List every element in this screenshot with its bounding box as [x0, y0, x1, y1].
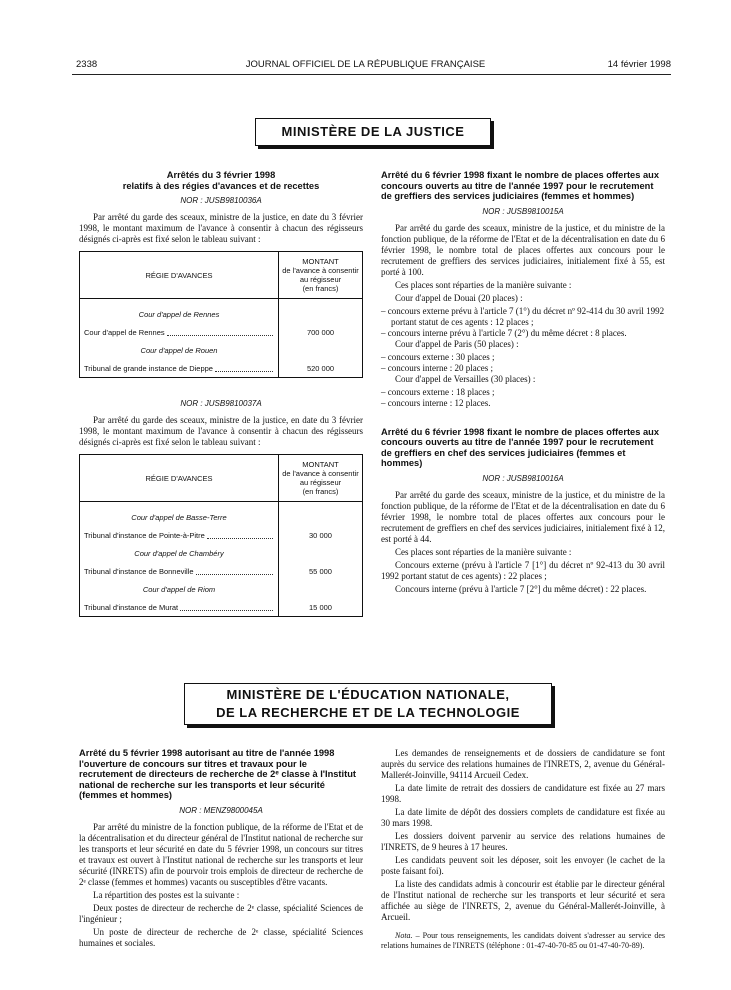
- article-body: La liste des candidats admis à concourir est établie par le directeur général de l'Institut national de recherche sur les transports et leur sécurité et sera affichée au siège de l'INRETS, 2, avenue du Général-Mallerét-Joinville, à Arcueil.: [381, 879, 665, 922]
- article-body: Un poste de directeur de recherche de 2ᵉ classe, spécialité Sciences humaines et sociales.: [79, 926, 363, 948]
- ministry-justice-heading: MINISTÈRE DE LA JUSTICE: [255, 118, 491, 146]
- justice-right-column: [381, 170, 665, 597]
- nor-reference: NOR : JUSB9810036A: [180, 196, 262, 205]
- article-body: Concours externe (prévu à l'article 7 [1°] du décret nº 92-413 du 30 avril 1992 portant statut de ces agents) : 22 places ;: [381, 559, 665, 581]
- article-body: Les dossiers doivent parvenir au service des relations humaines de l'INRETS, de 9 heures à 17 heures.: [381, 831, 665, 852]
- page-number: 2338: [76, 59, 98, 70]
- regie-name: Tribunal d'instance de Pointe-à-Pitre: [84, 530, 205, 540]
- list-item: – concours interne : 20 places ;: [381, 362, 493, 373]
- court-line: Cour d'appel de Douai (20 places) :: [395, 292, 523, 303]
- regie-amount: 30 000: [279, 526, 363, 544]
- article-body: Ces places sont réparties de la manière suivante :: [395, 279, 572, 290]
- article-title: Arrêté du 5 février 1998 autorisant au titre de l'année 1998 l'ouverture de concours sur titres et travaux pour le recrutement de directeurs de recherche de 2ᵉ classe à l'Institut national de recherche sur les transports et leur sécurité (femmes et hommes): [79, 748, 356, 800]
- court-heading: Cour d'appel de Basse-Terre: [80, 508, 279, 526]
- article-title: Arrêté du 6 février 1998 fixant le nombre de places offertes aux concours ouverts au titre de l'année 1997 pour le recrutement de greffiers des services judiciaires (femmes et hommes): [381, 170, 659, 201]
- article-body: Deux postes de directeur de recherche de 2ᵉ classe, spécialité Sciences de l'ingénieur ;: [79, 902, 363, 924]
- court-heading: Cour d'appel de Rouen: [80, 341, 279, 359]
- regie-amount: 520 000: [279, 359, 363, 378]
- ministry-line-1: MINISTÈRE DE L'ÉDUCATION NATIONALE,: [226, 687, 510, 702]
- list-item: – concours externe : 18 places ;: [381, 386, 495, 397]
- justice-left-column: [79, 170, 363, 617]
- nota-label: Nota.: [395, 931, 413, 940]
- court-heading: Cour d'appel de Riom: [80, 580, 279, 598]
- article-body: Par arrêté du garde des sceaux, ministre de la justice, et du ministre de la fonction publique, de la réforme de l'Etat et de la décentralisation en date du 6 février 1998, le nombre total de places offertes aux concours pour le recrutement de greffiers en chef des services judiciaires, initialement fixé à 12, est porté à 44.: [381, 489, 665, 544]
- article-body: La répartition des postes est la suivante :: [93, 889, 240, 900]
- regie-name: Tribunal d'instance de Bonneville: [84, 566, 194, 576]
- article-title: Arrêtés du 3 février 1998 relatifs à des régies d'avances et de recettes: [122, 170, 320, 191]
- education-left-column: [79, 748, 363, 951]
- court-line: Cour d'appel de Versailles (30 places) :: [395, 373, 536, 384]
- regie-name: Tribunal de grande instance de Dieppe: [84, 363, 213, 373]
- court-heading: Cour d'appel de Rennes: [80, 305, 279, 323]
- nor-reference: NOR : JUSB9810016A: [482, 473, 564, 483]
- ministry-line-2: DE LA RECHERCHE ET DE LA TECHNOLOGIE: [216, 705, 520, 720]
- article-body: La date limite de dépôt des dossiers complets de candidature est fixée au 30 mars 1998.: [381, 807, 665, 828]
- col-montant: MONTANT de l'avance à consentir au régisseur (en francs): [279, 252, 363, 299]
- article-body: Ces places sont réparties de la manière suivante :: [395, 546, 572, 557]
- regie-amount: 55 000: [279, 562, 363, 580]
- article-body: Par arrêté du garde des sceaux, ministre de la justice, et du ministre de la fonction publique, de la réforme de l'Etat et de la décentralisation en date du 6 février 1998, le nombre total de places offertes aux concours pour le recrutement de greffiers des services judiciaires, initialement fixé à 55, est porté à 100.: [381, 222, 665, 277]
- list-item: – concours interne : 12 places.: [381, 397, 491, 408]
- nor-reference: NOR : JUSB9810037A: [180, 399, 262, 408]
- article-body: Par arrêté du garde des sceaux, ministre de la justice, en date du 3 février 1998, le montant maximum de l'avance à consentir à chacun des régisseurs désignés ci-après est fixé selon le tableau suivant :: [79, 415, 363, 447]
- regie-amount: 15 000: [279, 598, 363, 617]
- advances-table-1: [79, 251, 363, 378]
- advances-table-2: [79, 454, 363, 617]
- header-rule: [72, 74, 671, 75]
- article-body: Les candidats peuvent soit les déposer, soit les envoyer (le cachet de la poste faisant foi).: [381, 855, 665, 876]
- nota-text: – Pour tous renseignements, les candidats doivent s'adresser au service des relations humaines de l'INRETS (téléphone : 01-47-40-70-85 ou 01-47-40-70-89).: [381, 931, 665, 950]
- nor-reference: NOR : JUSB9810015A: [482, 206, 564, 216]
- article-body: Concours interne (prévu à l'article 7 [2°] du même décret) : 22 places.: [395, 583, 647, 594]
- article-title: Arrêté du 6 février 1998 fixant le nombre de places offertes aux concours ouverts au titre de l'année 1997 pour le recrutement de greffiers en chef des services judiciaires (femmes et hommes): [381, 426, 659, 468]
- court-heading: Cour d'appel de Chambéry: [80, 544, 279, 562]
- regie-amount: 700 000: [279, 323, 363, 341]
- col-regie: RÉGIE D'AVANCES: [80, 252, 279, 299]
- education-right-column: [381, 748, 665, 952]
- regie-name: Tribunal d'instance de Murat: [84, 602, 179, 612]
- court-line: Cour d'appel de Paris (50 places) :: [395, 338, 519, 349]
- journal-title: JOURNAL OFFICIEL DE LA RÉPUBLIQUE FRANÇAISE: [245, 59, 486, 70]
- col-regie: RÉGIE D'AVANCES: [80, 455, 279, 502]
- article-body: Par arrêté du ministre de la fonction publique, de la réforme de l'Etat et de la décentralisation et du directeur général de l'Institut national de recherche sur les transports et leur sécurité en date du 5 février 1998, un concours sur titres et travaux est ouvert à l'Institut national de recherche sur les transports et leur sécurité (INRETS) afin de pourvoir trois emplois de directeur de recherche de 2ᵉ classe (femmes et hommes) vacants ou susceptibles d'être vacants.: [79, 821, 363, 887]
- article-body: Par arrêté du garde des sceaux, ministre de la justice, en date du 3 février 1998, le montant maximum de l'avance à consentir à chacun des régisseurs désignés ci-après est fixé selon le tableau suivant :: [79, 212, 363, 244]
- nota-note: [381, 931, 665, 950]
- list-item: – concours externe prévu à l'article 7 (1°) du décret nº 92-414 du 30 avril 1992 portant statut de ces agents : 12 places ;: [381, 305, 665, 327]
- nor-reference: NOR : MENZ9800045A: [179, 805, 263, 815]
- regie-name: Cour d'appel de Rennes: [84, 327, 165, 337]
- col-montant: MONTANT de l'avance à consentir au régisseur (en francs): [279, 455, 363, 502]
- ministry-education-heading: [184, 683, 552, 725]
- issue-date: 14 février 1998: [607, 59, 671, 70]
- article-body: Les demandes de renseignements et de dossiers de candidature se font auprès du service des relations humaines de l'INRETS, 2, avenue du Général-Mallerét-Joinville, 94114 Arcueil Cedex.: [381, 748, 665, 780]
- list-item: – concours interne prévu à l'article 7 (2°) du même décret : 8 places.: [381, 327, 627, 338]
- article-body: La date limite de retrait des dossiers de candidature est fixée au 27 mars 1998.: [381, 783, 665, 804]
- list-item: – concours externe : 30 places ;: [381, 351, 495, 362]
